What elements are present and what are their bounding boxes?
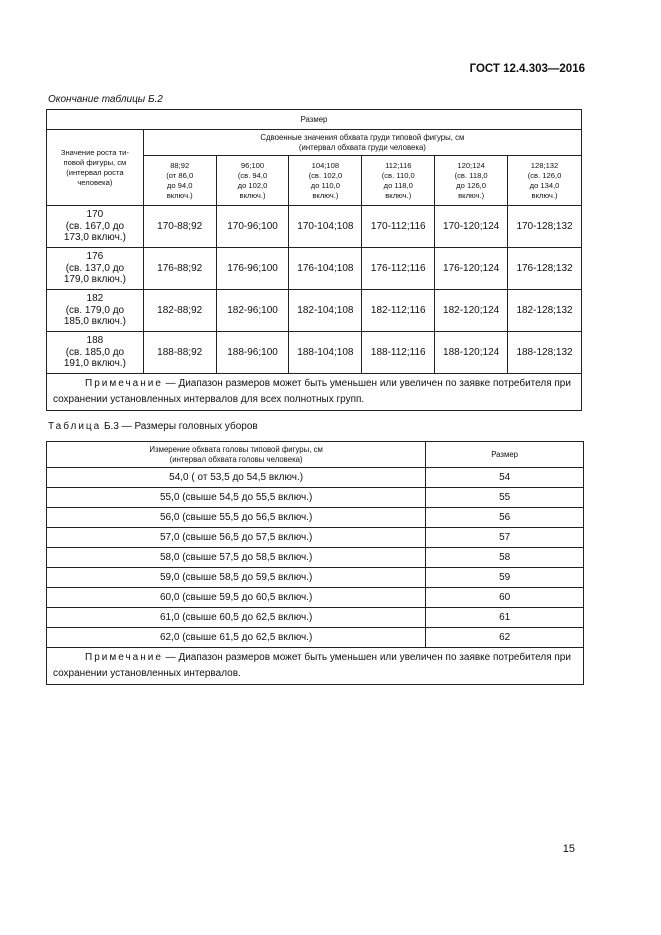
chest-column-header: 120;124 (св. 118,0 до 126,0 включ.): [435, 156, 508, 206]
size-cell: 188-128;132: [508, 332, 582, 374]
table-row: [47, 206, 582, 248]
head-size-value: 57: [426, 528, 584, 548]
size-cell: 176-88;92: [143, 248, 216, 290]
size-cell: 170-104;108: [289, 206, 362, 248]
head-girth-range: 59,0 (свыше 58,5 до 59,5 включ.): [47, 568, 426, 588]
size-header: Размер: [47, 110, 582, 130]
page-number: 15: [562, 843, 575, 855]
head-girth-range: 62,0 (свыше 61,5 до 62,5 включ.): [47, 628, 426, 648]
head-size-value: 61: [426, 608, 584, 628]
size-cell: 188-96;100: [216, 332, 289, 374]
note-label: Примечание: [85, 378, 163, 389]
table-b3-caption: [48, 421, 258, 432]
height-label: 170 (св. 167,0 до 173,0 включ.): [47, 206, 144, 248]
size-cell: 170-128;132: [508, 206, 582, 248]
note-text: — Диапазон размеров может быть уменьшен или увеличен по заявке потребителя при сохранении установленных интервалов.: [53, 652, 571, 679]
head-girth-header: Измерение обхвата головы типовой фигуры, см (интервал обхвата головы человека): [47, 442, 426, 468]
table-b2: [46, 109, 582, 411]
head-size-value: 60: [426, 588, 584, 608]
size-cell: 182-88;92: [143, 290, 216, 332]
size-cell: 170-96;100: [216, 206, 289, 248]
chest-group-header: Сдвоенные значения обхвата груди типовой фигуры, см (интервал обхвата груди человека): [143, 130, 581, 156]
table-row: [47, 628, 584, 648]
height-column-header: Значение роста ти- повой фигуры, см (интервал роста человека): [47, 130, 144, 206]
table-row: [47, 332, 582, 374]
size-cell: 176-112;116: [362, 248, 435, 290]
table-row: [47, 508, 584, 528]
head-girth-range: 55,0 (свыше 54,5 до 55,5 включ.): [47, 488, 426, 508]
head-size-value: 58: [426, 548, 584, 568]
size-cell: 188-104;108: [289, 332, 362, 374]
table-b2-note: [47, 374, 582, 411]
size-cell: 182-104;108: [289, 290, 362, 332]
table-b3-caption-label: Таблица: [48, 421, 102, 432]
note-label: Примечание: [85, 652, 163, 663]
height-label: 176 (св. 137,0 до 179,0 включ.): [47, 248, 144, 290]
standard-number: ГОСТ 12.4.303—2016: [469, 63, 585, 75]
size-cell: 182-128;132: [508, 290, 582, 332]
table-b3-note: [47, 648, 584, 685]
table-row: [47, 588, 584, 608]
head-girth-range: 54,0 ( от 53,5 до 54,5 включ.): [47, 468, 426, 488]
size-cell: 176-96;100: [216, 248, 289, 290]
head-size-header: Размер: [426, 442, 584, 468]
height-label: 188 (св. 185,0 до 191,0 включ.): [47, 332, 144, 374]
chest-column-header: 96;100 (св. 94,0 до 102,0 включ.): [216, 156, 289, 206]
size-cell: 176-104;108: [289, 248, 362, 290]
chest-column-header: 128;132 (св. 126,0 до 134,0 включ.): [508, 156, 582, 206]
size-cell: 176-120;124: [435, 248, 508, 290]
chest-column-header: 104;108 (св. 102,0 до 110,0 включ.): [289, 156, 362, 206]
table-row: [47, 248, 582, 290]
size-cell: 182-112;116: [362, 290, 435, 332]
size-cell: 170-88;92: [143, 206, 216, 248]
size-cell: 170-112;116: [362, 206, 435, 248]
table-row: [47, 488, 584, 508]
note-text: — Диапазон размеров может быть уменьшен или увеличен по заявке потребителя при сохранении установленных интервалов для всех полнотных групп.: [53, 378, 571, 405]
size-cell: 176-128;132: [508, 248, 582, 290]
head-girth-range: 60,0 (свыше 59,5 до 60,5 включ.): [47, 588, 426, 608]
chest-column-header: 88;92 (от 86,0 до 94,0 включ.): [143, 156, 216, 206]
table-row: [47, 290, 582, 332]
head-size-value: 62: [426, 628, 584, 648]
size-cell: 182-96;100: [216, 290, 289, 332]
height-label: 182 (св. 179,0 до 185,0 включ.): [47, 290, 144, 332]
chest-column-header: 112;116 (св. 110,0 до 118,0 включ.): [362, 156, 435, 206]
size-cell: 188-112;116: [362, 332, 435, 374]
head-size-value: 59: [426, 568, 584, 588]
table-b3-caption-text: Б.3 — Размеры головных уборов: [101, 421, 258, 432]
head-size-value: 55: [426, 488, 584, 508]
table-row: [47, 468, 584, 488]
table-row: [47, 608, 584, 628]
size-cell: 182-120;124: [435, 290, 508, 332]
head-size-value: 56: [426, 508, 584, 528]
head-girth-range: 56,0 (свыше 55,5 до 56,5 включ.): [47, 508, 426, 528]
size-cell: 188-88;92: [143, 332, 216, 374]
table-row: [47, 568, 584, 588]
head-girth-range: 61,0 (свыше 60,5 до 62,5 включ.): [47, 608, 426, 628]
head-size-value: 54: [426, 468, 584, 488]
table-b3: [46, 441, 584, 685]
head-girth-range: 57,0 (свыше 56,5 до 57,5 включ.): [47, 528, 426, 548]
table-row: [47, 528, 584, 548]
head-girth-range: 58,0 (свыше 57,5 до 58,5 включ.): [47, 548, 426, 568]
table-b2-caption: Окончание таблицы Б.2: [48, 94, 163, 105]
size-cell: 170-120;124: [435, 206, 508, 248]
table-row: [47, 548, 584, 568]
size-cell: 188-120;124: [435, 332, 508, 374]
